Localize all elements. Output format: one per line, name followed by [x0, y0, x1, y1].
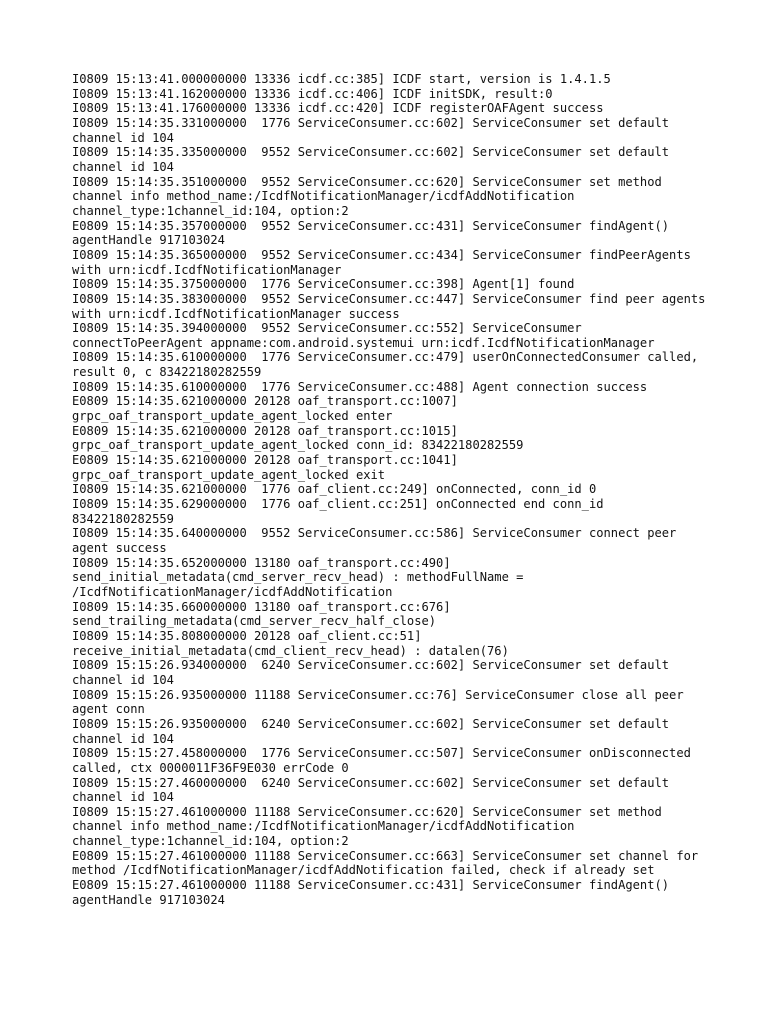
- log-line: I0809 15:13:41.176000000 13336 icdf.cc:420] ICDF registerOAFAgent success: [72, 101, 604, 116]
- log-line: I0809 15:14:35.610000000 1776 ServiceConsumer.cc:479] userOnConnectedConsumer called, result 0, c 83422180282559: [72, 350, 706, 380]
- log-line: I0809 15:15:27.461000000 11188 ServiceConsumer.cc:620] ServiceConsumer set method channel info method_name:/IcdfNotificationManager/icdfAddNotification channel_type:1channel_id:104, option:2: [72, 804, 670, 849]
- log-line: I0809 15:14:35.652000000 13180 oaf_transport.cc:490] send_initial_metadata(cmd_server_recv_head) : methodFullName = /IcdfNotificationManager/icdfAddNotification: [72, 555, 531, 599]
- log-line: E0809 15:14:35.357000000 9552 ServiceConsumer.cc:431] ServiceConsumer findAgent() agentHandle 917103024: [72, 218, 677, 248]
- log-line: I0809 15:14:35.660000000 13180 oaf_transport.cc:676] send_trailing_metadata(cmd_server_recv_half_close): [72, 599, 458, 629]
- log-line: E0809 15:14:35.621000000 20128 oaf_transport.cc:1041] grpc_oaf_transport_update_agent_locked exit: [72, 453, 466, 482]
- log-line: I0809 15:14:35.375000000 1776 ServiceConsumer.cc:398] Agent[1] found: [72, 277, 575, 292]
- log-line: I0809 15:14:35.335000000 9552 ServiceConsumer.cc:602] ServiceConsumer set default channel id 104: [72, 145, 677, 174]
- log-line: I0809 15:15:27.458000000 1776 ServiceConsumer.cc:507] ServiceConsumer onDisconnected called, ctx 0000011F36F9E030 errCode 0: [72, 746, 699, 775]
- log-line: E0809 15:14:35.621000000 20128 oaf_transport.cc:1007] grpc_oaf_transport_update_agent_locked enter: [72, 394, 466, 424]
- log-line: E0809 15:14:35.621000000 20128 oaf_transport.cc:1015] grpc_oaf_transport_update_agent_locked conn_id: 83422180282559: [72, 423, 524, 453]
- log-line: I0809 15:15:27.460000000 6240 ServiceConsumer.cc:602] ServiceConsumer set default channel id 104: [72, 775, 677, 805]
- log-line: E0809 15:15:27.461000000 11188 ServiceConsumer.cc:431] ServiceConsumer findAgent() agentHandle 917103024: [72, 878, 677, 907]
- log-line: I0809 15:14:35.365000000 9552 ServiceConsumer.cc:434] ServiceConsumer findPeerAgents with urn:icdf.IcdfNotificationManager: [72, 247, 699, 277]
- log-line: I0809 15:14:35.351000000 9552 ServiceConsumer.cc:620] ServiceConsumer set method channel info method_name:/IcdfNotificationManager/icdfAddNotification channel_type:1channel_id:104, option:2: [72, 174, 670, 218]
- log-line: I0809 15:13:41.162000000 13336 icdf.cc:406] ICDF initSDK, result:0: [72, 86, 553, 101]
- log-line: I0809 15:14:35.629000000 1776 oaf_client.cc:251] onConnected end conn_id 83422180282559: [72, 497, 611, 526]
- log-line: E0809 15:15:27.461000000 11188 ServiceConsumer.cc:663] ServiceConsumer set channel for method /IcdfNotificationManager/icdfAddNotification failed, check if already set: [72, 848, 706, 878]
- log-line: I0809 15:14:35.331000000 1776 ServiceConsumer.cc:602] ServiceConsumer set default channel id 104: [72, 115, 677, 145]
- log-line: I0809 15:14:35.610000000 1776 ServiceConsumer.cc:488] Agent connection success: [72, 379, 648, 394]
- log-line: I0809 15:15:26.935000000 11188 ServiceConsumer.cc:76] ServiceConsumer close all peer agent conn: [72, 687, 691, 717]
- log-line: I0809 15:14:35.394000000 9552 ServiceConsumer.cc:552] ServiceConsumer connectToPeerAgent appname:com.android.systemui urn:icdf.IcdfNotificationManager: [72, 321, 655, 350]
- log-document: [72, 72, 712, 907]
- log-line: I0809 15:15:26.935000000 6240 ServiceConsumer.cc:602] ServiceConsumer set default channel id 104: [72, 716, 677, 746]
- log-line: I0809 15:14:35.383000000 9552 ServiceConsumer.cc:447] ServiceConsumer find peer agents with urn:icdf.IcdfNotificationManager success: [72, 291, 713, 321]
- log-line: I0809 15:14:35.640000000 9552 ServiceConsumer.cc:586] ServiceConsumer connect peer agent success: [72, 526, 684, 555]
- log-line: I0809 15:15:26.934000000 6240 ServiceConsumer.cc:602] ServiceConsumer set default channel id 104: [72, 658, 677, 687]
- log-line: I0809 15:14:35.621000000 1776 oaf_client.cc:249] onConnected, conn_id 0: [72, 482, 597, 497]
- log-line: I0809 15:14:35.808000000 20128 oaf_client.cc:51] receive_initial_metadata(cmd_client_recv_head) : datalen(76): [72, 628, 509, 658]
- log-line: I0809 15:13:41.000000000 13336 icdf.cc:385] ICDF start, version is 1.4.1.5: [72, 72, 611, 86]
